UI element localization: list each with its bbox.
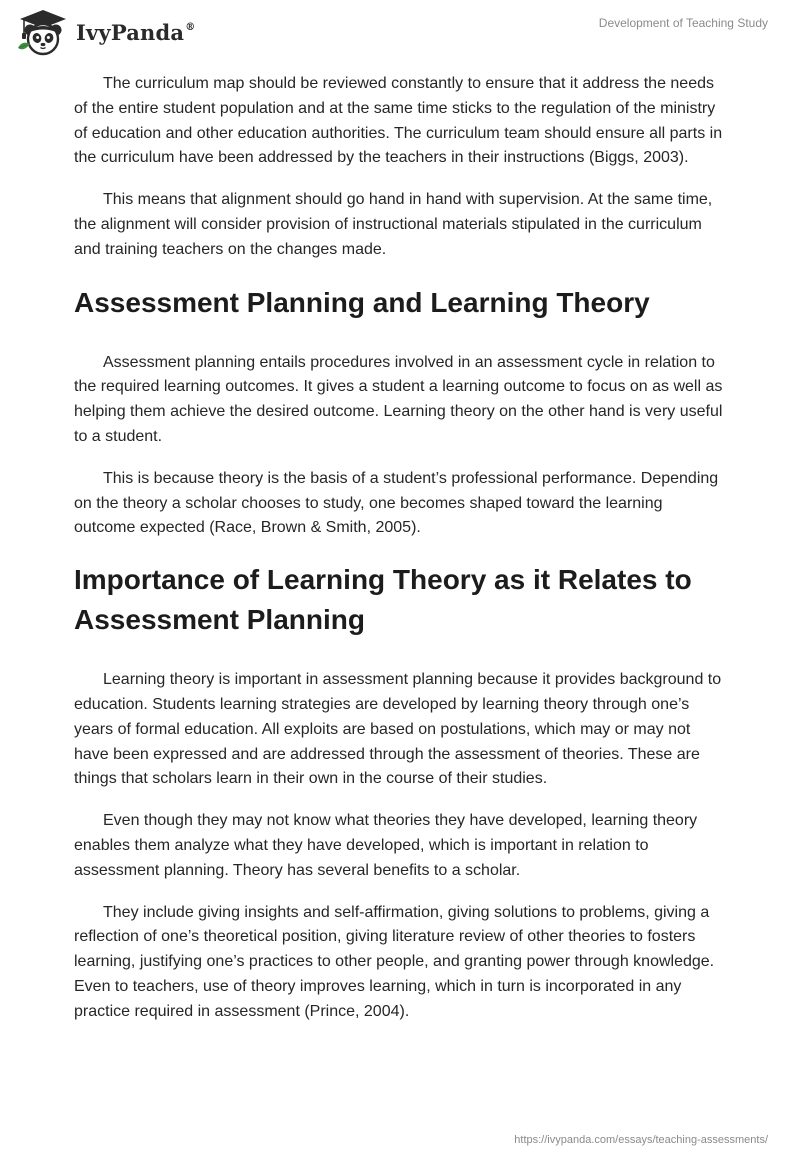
brand-name bbox=[76, 20, 195, 45]
paragraph-theory-analysis: Even though they may not know what theories they have developed, learning theory enables them analyze what they have developed, which is important in relation to assessment planning. Theory has several benefits to a scholar. bbox=[74, 812, 698, 879]
brand-text: IvyPanda bbox=[76, 19, 185, 45]
registered-mark: ® bbox=[185, 21, 196, 33]
ivypanda-logo[interactable] bbox=[16, 8, 195, 56]
paragraph-alignment: This means that alignment should go hand in hand with supervision. At the same time, the alignment will consider provision of instructional materials stipulated in the curriculum and training teachers on the changes made. bbox=[74, 191, 713, 258]
paragraph-theory-benefits: They include giving insights and self-affirmation, giving solutions to problems, giving a reflection of one’s theoretical position, giving literature review of other theories to fosters learning, justifying one’s practices to other people, and granting power through knowledge. Even to teachers, use of theory improves learning, which in turn is incorporated in any practice required in assessment (Prince, 2004). bbox=[74, 903, 715, 1020]
page-header bbox=[0, 0, 800, 70]
source-url[interactable]: https://ivypanda.com/essays/teaching-assessments/ bbox=[514, 1134, 768, 1146]
heading-assessment-planning: Assessment Planning and Learning Theory bbox=[74, 286, 650, 318]
heading-importance-learning-theory: Importance of Learning Theory as it Relates to Assessment Planning bbox=[74, 564, 692, 636]
paragraph-curriculum-map: The curriculum map should be reviewed constantly to ensure that it address the needs of the entire student population and at the same time sticks to the regulation of the ministry of education and other education authorities. The curriculum team should ensure all parts in the curriculum have been addressed by the teachers in their instructions (Biggs, 2003). bbox=[74, 75, 723, 167]
paragraph-learning-theory-importance: Learning theory is important in assessment planning because it provides background to education. Students learning strategies are developed by learning theory through one’s years of formal education. All exploits are based on postulations, which may or may not have been expressed and are addressed through the assessment of theories. These are things that scholars learn in their own in the course of their studies. bbox=[74, 671, 722, 788]
paragraph-theory-basis: This is because theory is the basis of a student’s professional performance. Depending on the theory a scholar chooses to study, one becomes shaped toward the learning outcome expected (Race, Brown & Smith, 2005). bbox=[74, 469, 719, 537]
article-body bbox=[74, 72, 726, 1042]
document-title: Development of Teaching Study bbox=[598, 16, 768, 30]
paragraph-assessment-planning: Assessment planning entails procedures involved in an assessment cycle in relation to the required learning outcomes. It gives a student a learning outcome to focus on as well as helping them achieve the desired outcome. Learning theory on the other hand is very useful to a student. bbox=[74, 353, 723, 445]
panda-graduation-cap-icon bbox=[16, 8, 70, 56]
